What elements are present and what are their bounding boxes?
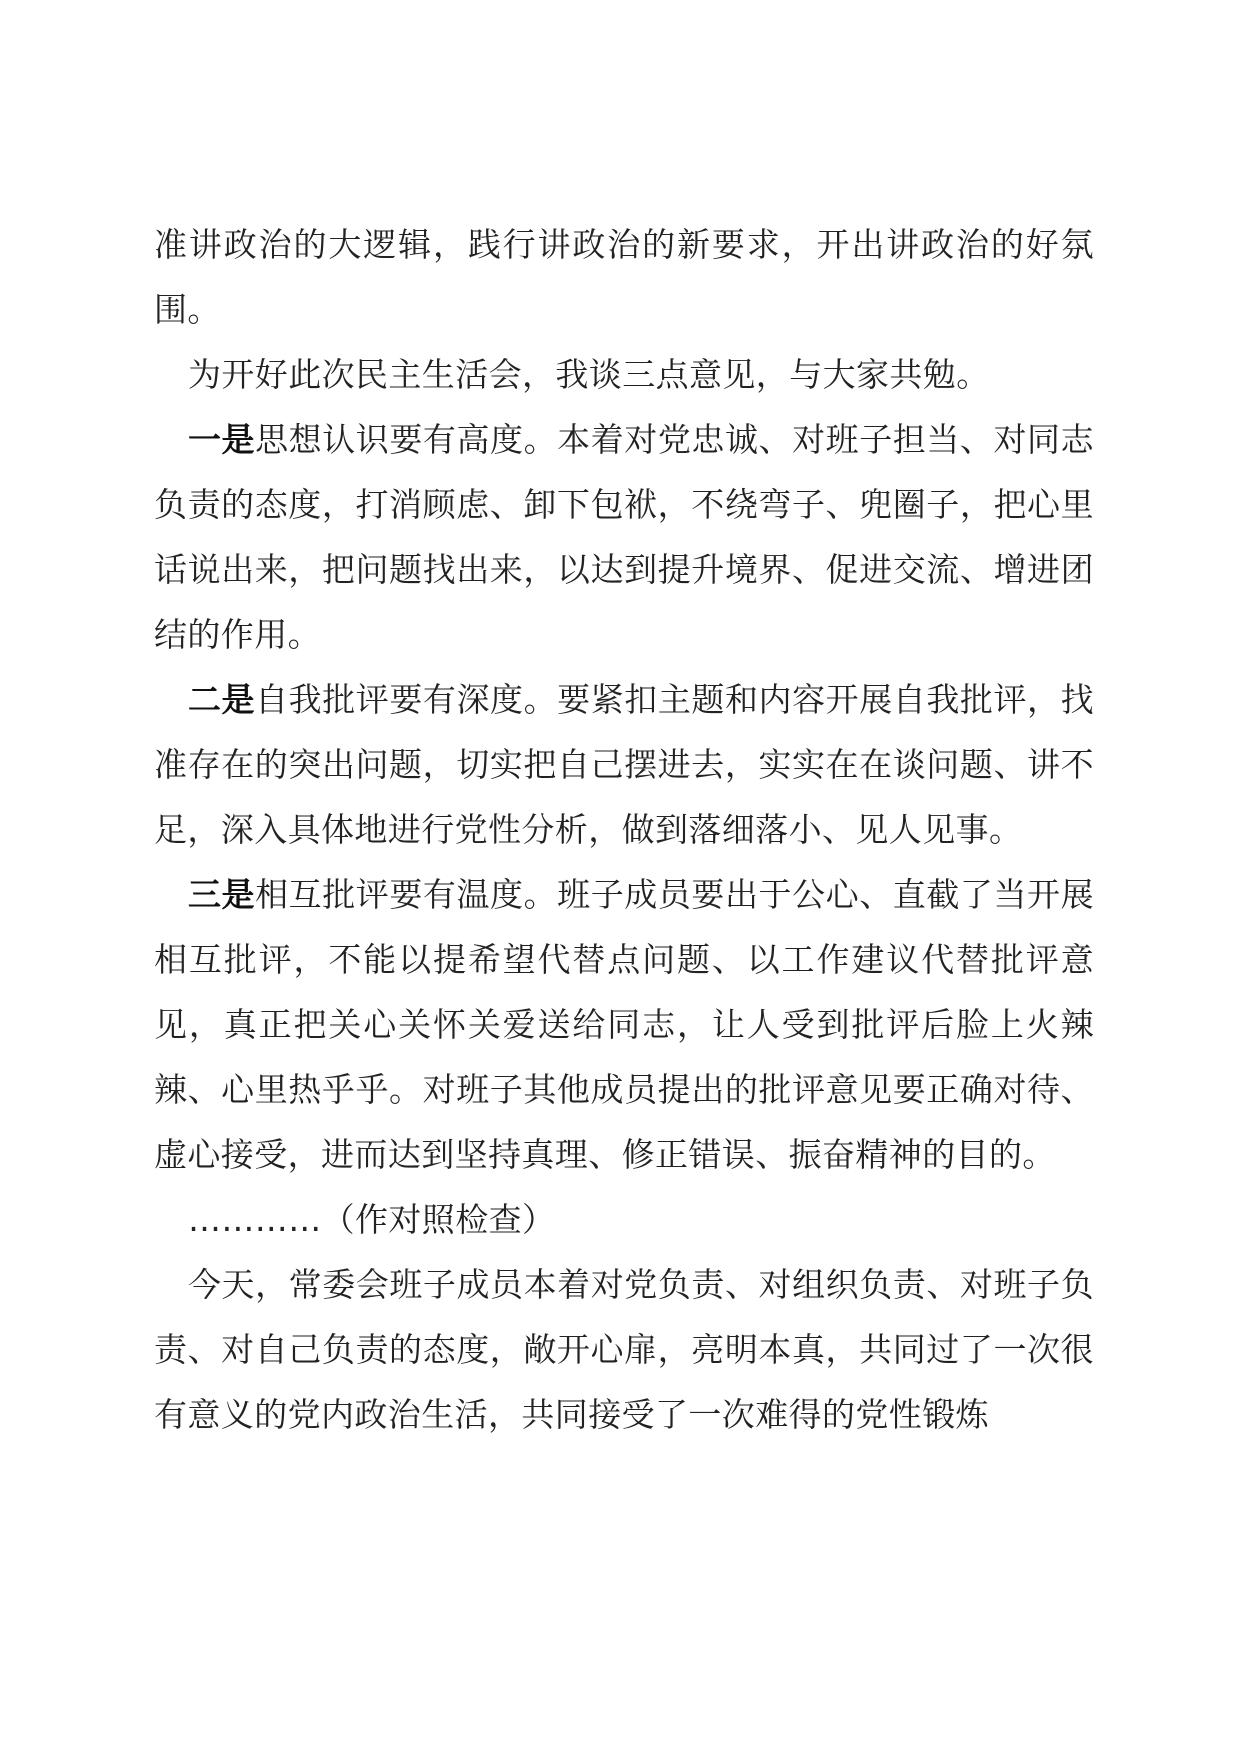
paragraph-lead: 二是 [188, 680, 256, 719]
paragraph-text: 准讲政治的大逻辑，践行讲政治的新要求，开出讲政治的好氛围。 [154, 225, 1094, 329]
paragraph-text: …………（作对照检查） [188, 1200, 556, 1239]
paragraph-point-two [154, 667, 1094, 862]
document-body [154, 212, 1094, 1447]
paragraph-point-three [154, 862, 1094, 1187]
paragraph-text: 自我批评要有深度。要紧扣主题和内容开展自我批评，找准存在的突出问题，切实把自己摆进去，实实在在谈问题、讲不足，深入具体地进行党性分析，做到落细落小、见人见事。 [154, 680, 1094, 849]
paragraph-text: 相互批评要有温度。班子成员要出于公心、直截了当开展相互批评，不能以提希望代替点问题、以工作建议代替批评意见，真正把关心关怀关爱送给同志，让人受到批评后脸上火辣辣、心里热乎乎。对班子其他成员提出的批评意见要正确对待、虚心接受，进而达到坚持真理、修正错误、振奋精神的目的。 [154, 875, 1094, 1174]
paragraph-closing [154, 1252, 1094, 1447]
paragraph-text: 今天，常委会班子成员本着对党负责、对组织负责、对班子负责、对自己负责的态度，敞开心扉，亮明本真，共同过了一次很有意义的党内政治生活，共同接受了一次难得的党性锻炼 [154, 1265, 1094, 1434]
paragraph-placeholder [154, 1187, 1094, 1252]
paragraph-text: 为开好此次民主生活会，我谈三点意见，与大家共勉。 [188, 355, 990, 394]
paragraph-point-one [154, 407, 1094, 667]
paragraph-intro [154, 342, 1094, 407]
paragraph-lead: 一是 [188, 420, 256, 459]
paragraph-continuation [154, 212, 1094, 342]
paragraph-lead: 三是 [188, 875, 256, 914]
paragraph-text: 思想认识要有高度。本着对党忠诚、对班子担当、对同志负责的态度，打消顾虑、卸下包袱，不绕弯子、兜圈子，把心里话说出来，把问题找出来，以达到提升境界、促进交流、增进团结的作用。 [154, 420, 1094, 654]
